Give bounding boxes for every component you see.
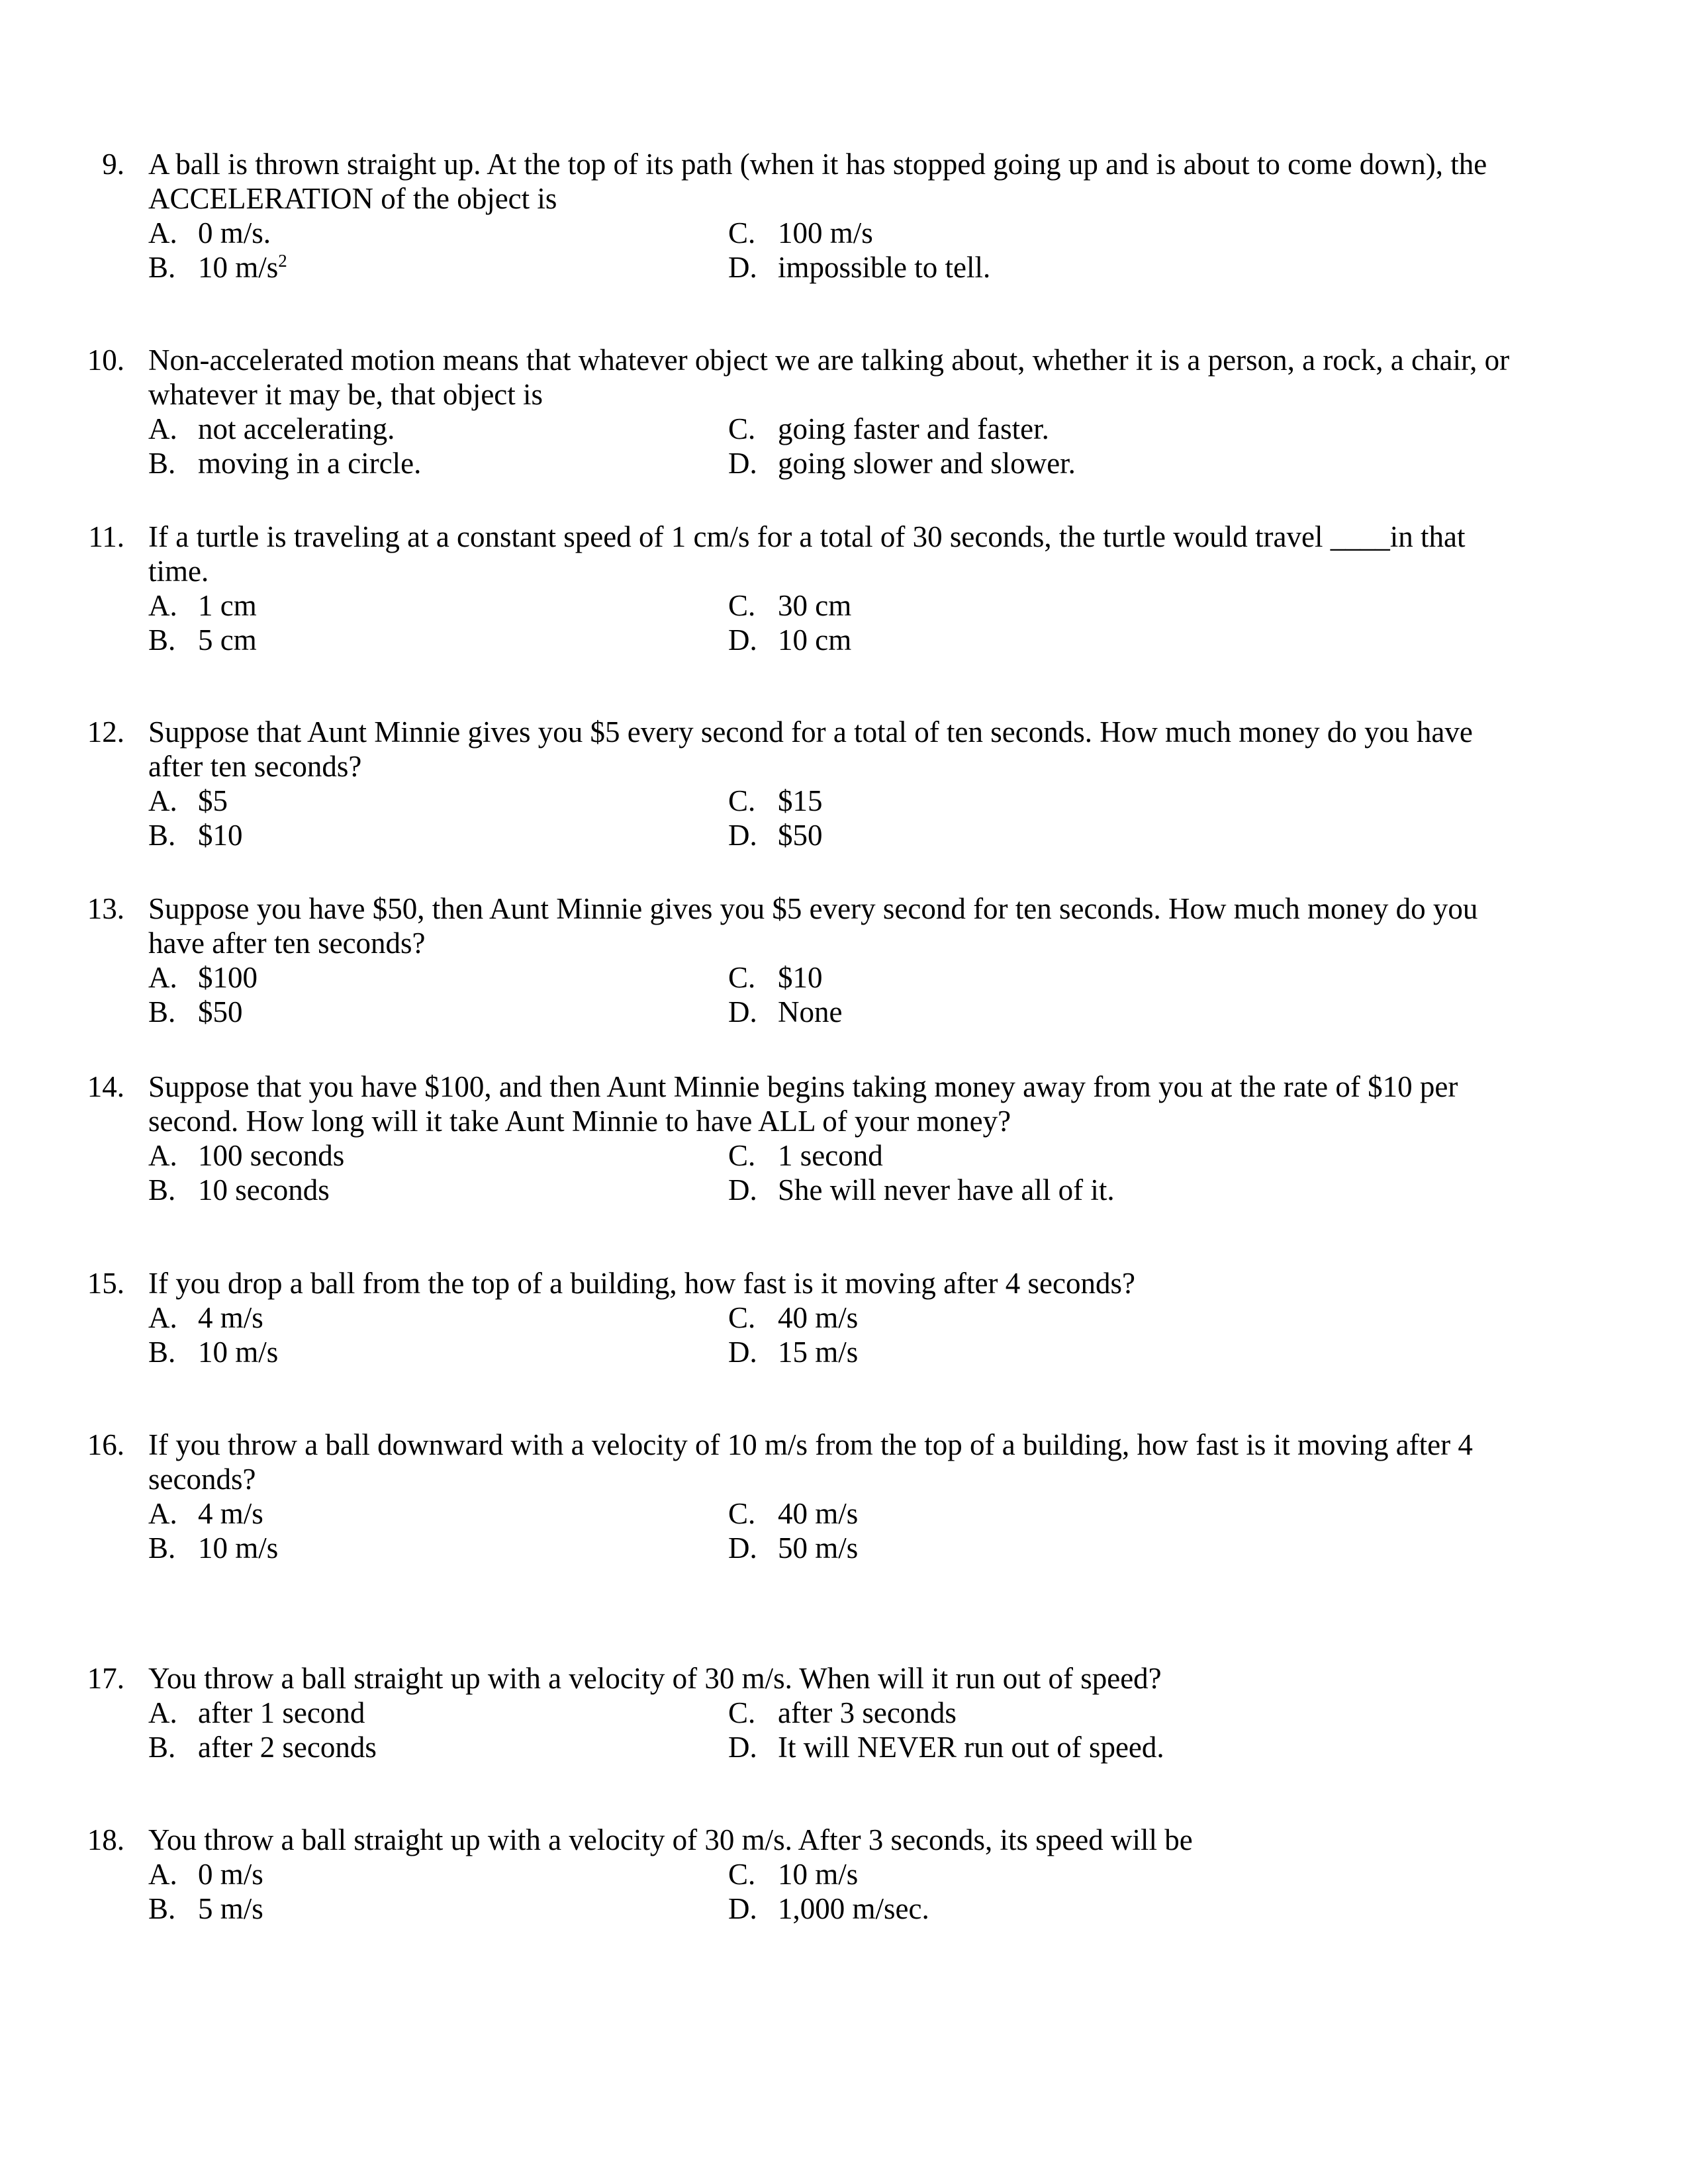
question-13	[0, 891, 1688, 1029]
question-stem-line	[0, 554, 1688, 588]
option-text: 100 m/s	[778, 216, 873, 250]
options-row	[0, 960, 1688, 995]
options-row	[0, 1891, 1688, 1926]
question-stem-line	[0, 749, 1688, 784]
option-text: $10	[778, 961, 823, 994]
option-letter: D.	[728, 251, 757, 284]
option-letter: C.	[728, 1139, 756, 1172]
option-d	[728, 250, 990, 285]
option-a	[148, 412, 395, 446]
option-letter: B.	[148, 995, 176, 1028]
option-letter: B.	[148, 1731, 176, 1764]
option-text: going faster and faster.	[778, 412, 1049, 445]
option-text: 0 m/s.	[198, 216, 271, 250]
question-number: 18.	[87, 1823, 124, 1856]
option-text: impossible to tell.	[778, 251, 991, 284]
options-row	[0, 1173, 1688, 1207]
option-a	[148, 784, 228, 818]
question-12	[0, 715, 1688, 852]
question-text: whatever it may be, that object is	[148, 378, 543, 411]
option-letter: C.	[728, 216, 756, 250]
option-text: $10	[198, 819, 243, 852]
option-text: $50	[198, 995, 243, 1028]
option-text: 10 seconds	[198, 1173, 330, 1206]
question-text: If a turtle is traveling at a constant speed of 1 cm/s for a total of 30 seconds, the turtle would travel ____in that	[148, 520, 1466, 553]
option-letter: C.	[728, 1696, 756, 1729]
option-b	[148, 623, 257, 657]
option-c	[728, 1696, 957, 1730]
option-letter: D.	[728, 1892, 757, 1925]
options-row	[0, 588, 1688, 623]
option-a	[148, 588, 257, 623]
option-text: 100 seconds	[198, 1139, 345, 1172]
option-letter: A.	[148, 784, 177, 817]
option-text: after 1 second	[198, 1696, 365, 1729]
option-letter: C.	[728, 412, 756, 445]
question-stem-line	[0, 147, 1688, 181]
question-number: 13.	[87, 892, 124, 925]
question-stem-line	[0, 1104, 1688, 1138]
option-text: 10 m/s	[198, 1531, 279, 1565]
question-stem-line	[0, 1823, 1688, 1857]
option-letter: B.	[148, 447, 176, 480]
question-text: Suppose that you have $100, and then Aunt Minnie begins taking money away from you at the rate of $10 per	[148, 1070, 1458, 1103]
question-text: Suppose you have $50, then Aunt Minnie gives you $5 every second for ten seconds. How much money do you	[148, 892, 1478, 925]
option-text: 10 m/s	[778, 1858, 859, 1891]
option-letter: C.	[728, 589, 756, 622]
option-text: None	[778, 995, 843, 1028]
option-text: going slower and slower.	[778, 447, 1076, 480]
question-stem-line	[0, 1266, 1688, 1300]
option-text: 50 m/s	[778, 1531, 859, 1565]
option-text: 1 cm	[198, 589, 257, 622]
question-stem-line	[0, 891, 1688, 926]
options-row	[0, 1696, 1688, 1730]
option-letter: B.	[148, 251, 176, 284]
option-letter: C.	[728, 1301, 756, 1334]
question-text: ACCELERATION of the object is	[148, 182, 557, 215]
option-letter: A.	[148, 1301, 177, 1334]
option-letter: A.	[148, 1858, 177, 1891]
options-row	[0, 1730, 1688, 1764]
option-letter: A.	[148, 589, 177, 622]
option-text: 30 cm	[778, 589, 852, 622]
question-text: after ten seconds?	[148, 750, 362, 783]
question-stem-line	[0, 1462, 1688, 1496]
options-row	[0, 1857, 1688, 1891]
option-c	[728, 1496, 858, 1531]
option-a	[148, 1138, 344, 1173]
options-row	[0, 250, 1688, 285]
question-11	[0, 520, 1688, 657]
option-d	[728, 995, 842, 1029]
question-stem-line	[0, 926, 1688, 960]
option-d	[728, 1173, 1115, 1207]
option-text: $50	[778, 819, 823, 852]
option-a	[148, 216, 271, 250]
option-letter: B.	[148, 1892, 176, 1925]
option-b	[148, 818, 243, 852]
option-text: 0 m/s	[198, 1858, 263, 1891]
option-letter: C.	[728, 1497, 756, 1530]
option-letter: A.	[148, 1139, 177, 1172]
option-d	[728, 1891, 929, 1926]
option-d	[728, 623, 851, 657]
option-text: 5 cm	[198, 623, 257, 657]
option-b	[148, 446, 421, 480]
option-text: 1,000 m/sec.	[778, 1892, 929, 1925]
option-letter: A.	[148, 216, 177, 250]
option-letter: B.	[148, 819, 176, 852]
option-b	[148, 1335, 278, 1369]
options-row	[0, 784, 1688, 818]
options-row	[0, 216, 1688, 250]
question-text: time.	[148, 555, 209, 588]
options-row	[0, 1496, 1688, 1531]
option-d	[728, 1531, 858, 1565]
option-b	[148, 995, 243, 1029]
option-letter: D.	[728, 1336, 757, 1369]
question-stem-line	[0, 520, 1688, 554]
option-text: after 3 seconds	[778, 1696, 957, 1729]
question-16	[0, 1428, 1688, 1565]
option-d	[728, 446, 1076, 480]
option-d	[728, 1335, 858, 1369]
options-row	[0, 623, 1688, 657]
option-letter: B.	[148, 1173, 176, 1206]
question-number: 11.	[88, 520, 124, 553]
option-text: She will never have all of it.	[778, 1173, 1115, 1206]
option-c	[728, 960, 823, 995]
option-c	[728, 1300, 858, 1335]
option-d	[728, 818, 823, 852]
option-a	[148, 1496, 263, 1531]
option-text: 40 m/s	[778, 1497, 859, 1530]
option-b	[148, 1531, 278, 1565]
option-letter: D.	[728, 819, 757, 852]
option-text: $15	[778, 784, 823, 817]
question-stem-line	[0, 181, 1688, 216]
option-letter: C.	[728, 1858, 756, 1891]
question-number: 9.	[102, 148, 124, 181]
option-text: 10 m/s	[198, 251, 279, 284]
option-a	[148, 1696, 365, 1730]
question-text: You throw a ball straight up with a velocity of 30 m/s. After 3 seconds, its speed will be	[148, 1823, 1193, 1856]
option-c	[728, 1857, 858, 1891]
option-text: $100	[198, 961, 258, 994]
option-a	[148, 1857, 263, 1891]
question-stem-line	[0, 1428, 1688, 1462]
option-c	[728, 216, 873, 250]
option-superscript: 2	[278, 251, 287, 271]
option-b	[148, 1173, 330, 1207]
option-letter: A.	[148, 1497, 177, 1530]
option-letter: C.	[728, 961, 756, 994]
question-text: seconds?	[148, 1463, 256, 1496]
question-10	[0, 343, 1688, 480]
option-text: not accelerating.	[198, 412, 395, 445]
option-letter: C.	[728, 784, 756, 817]
question-18	[0, 1823, 1688, 1926]
options-row	[0, 818, 1688, 852]
question-text: If you throw a ball downward with a velocity of 10 m/s from the top of a building, how fast is it moving after 4	[148, 1428, 1473, 1461]
option-text: 40 m/s	[778, 1301, 859, 1334]
option-text: 4 m/s	[198, 1301, 263, 1334]
question-stem-line	[0, 1661, 1688, 1696]
option-text: 10 cm	[778, 623, 852, 657]
option-d	[728, 1730, 1164, 1764]
question-text: Suppose that Aunt Minnie gives you $5 every second for a total of ten seconds. How much money do you have	[148, 715, 1473, 749]
option-letter: A.	[148, 961, 177, 994]
question-stem-line	[0, 715, 1688, 749]
option-text: moving in a circle.	[198, 447, 422, 480]
option-c	[728, 588, 851, 623]
option-text: 15 m/s	[778, 1336, 859, 1369]
option-letter: D.	[728, 995, 757, 1028]
option-letter: D.	[728, 1173, 757, 1206]
question-number: 17.	[87, 1662, 124, 1695]
question-text: Non-accelerated motion means that whatever object we are talking about, whether it is a person, a rock, a chair, or	[148, 343, 1510, 377]
question-text: second. How long will it take Aunt Minnie to have ALL of your money?	[148, 1105, 1011, 1138]
question-text: have after ten seconds?	[148, 927, 426, 960]
option-text: 5 m/s	[198, 1892, 263, 1925]
option-text: It will NEVER run out of speed.	[778, 1731, 1164, 1764]
option-text: 10 m/s	[198, 1336, 279, 1369]
question-stem-line	[0, 1069, 1688, 1104]
option-a	[148, 1300, 263, 1335]
options-row	[0, 1335, 1688, 1369]
question-9	[0, 147, 1688, 285]
option-letter: B.	[148, 623, 176, 657]
question-text: If you drop a ball from the top of a building, how fast is it moving after 4 seconds?	[148, 1267, 1135, 1300]
option-letter: D.	[728, 447, 757, 480]
options-row	[0, 1531, 1688, 1565]
question-number: 10.	[87, 343, 124, 377]
options-row	[0, 1138, 1688, 1173]
option-letter: A.	[148, 412, 177, 445]
option-letter: B.	[148, 1336, 176, 1369]
question-stem-line	[0, 377, 1688, 412]
option-b	[148, 250, 287, 285]
option-text: 4 m/s	[198, 1497, 263, 1530]
option-b	[148, 1891, 263, 1926]
question-number: 14.	[87, 1070, 124, 1103]
question-15	[0, 1266, 1688, 1369]
options-row	[0, 446, 1688, 480]
option-c	[728, 412, 1049, 446]
option-b	[148, 1730, 377, 1764]
option-text: 1 second	[778, 1139, 883, 1172]
question-stem-line	[0, 343, 1688, 377]
option-letter: B.	[148, 1531, 176, 1565]
option-letter: D.	[728, 623, 757, 657]
option-letter: A.	[148, 1696, 177, 1729]
option-text: after 2 seconds	[198, 1731, 377, 1764]
options-row	[0, 1300, 1688, 1335]
question-number: 15.	[87, 1267, 124, 1300]
option-a	[148, 960, 258, 995]
question-text: You throw a ball straight up with a velocity of 30 m/s. When will it run out of speed?	[148, 1662, 1162, 1695]
question-text: A ball is thrown straight up. At the top of its path (when it has stopped going up and is about to come down), the	[148, 148, 1487, 181]
option-text: $5	[198, 784, 228, 817]
question-number: 12.	[87, 715, 124, 749]
question-number: 16.	[87, 1428, 124, 1461]
options-row	[0, 412, 1688, 446]
option-letter: D.	[728, 1531, 757, 1565]
question-17	[0, 1661, 1688, 1764]
option-letter: D.	[728, 1731, 757, 1764]
option-c	[728, 1138, 883, 1173]
options-row	[0, 995, 1688, 1029]
option-c	[728, 784, 823, 818]
question-14	[0, 1069, 1688, 1207]
